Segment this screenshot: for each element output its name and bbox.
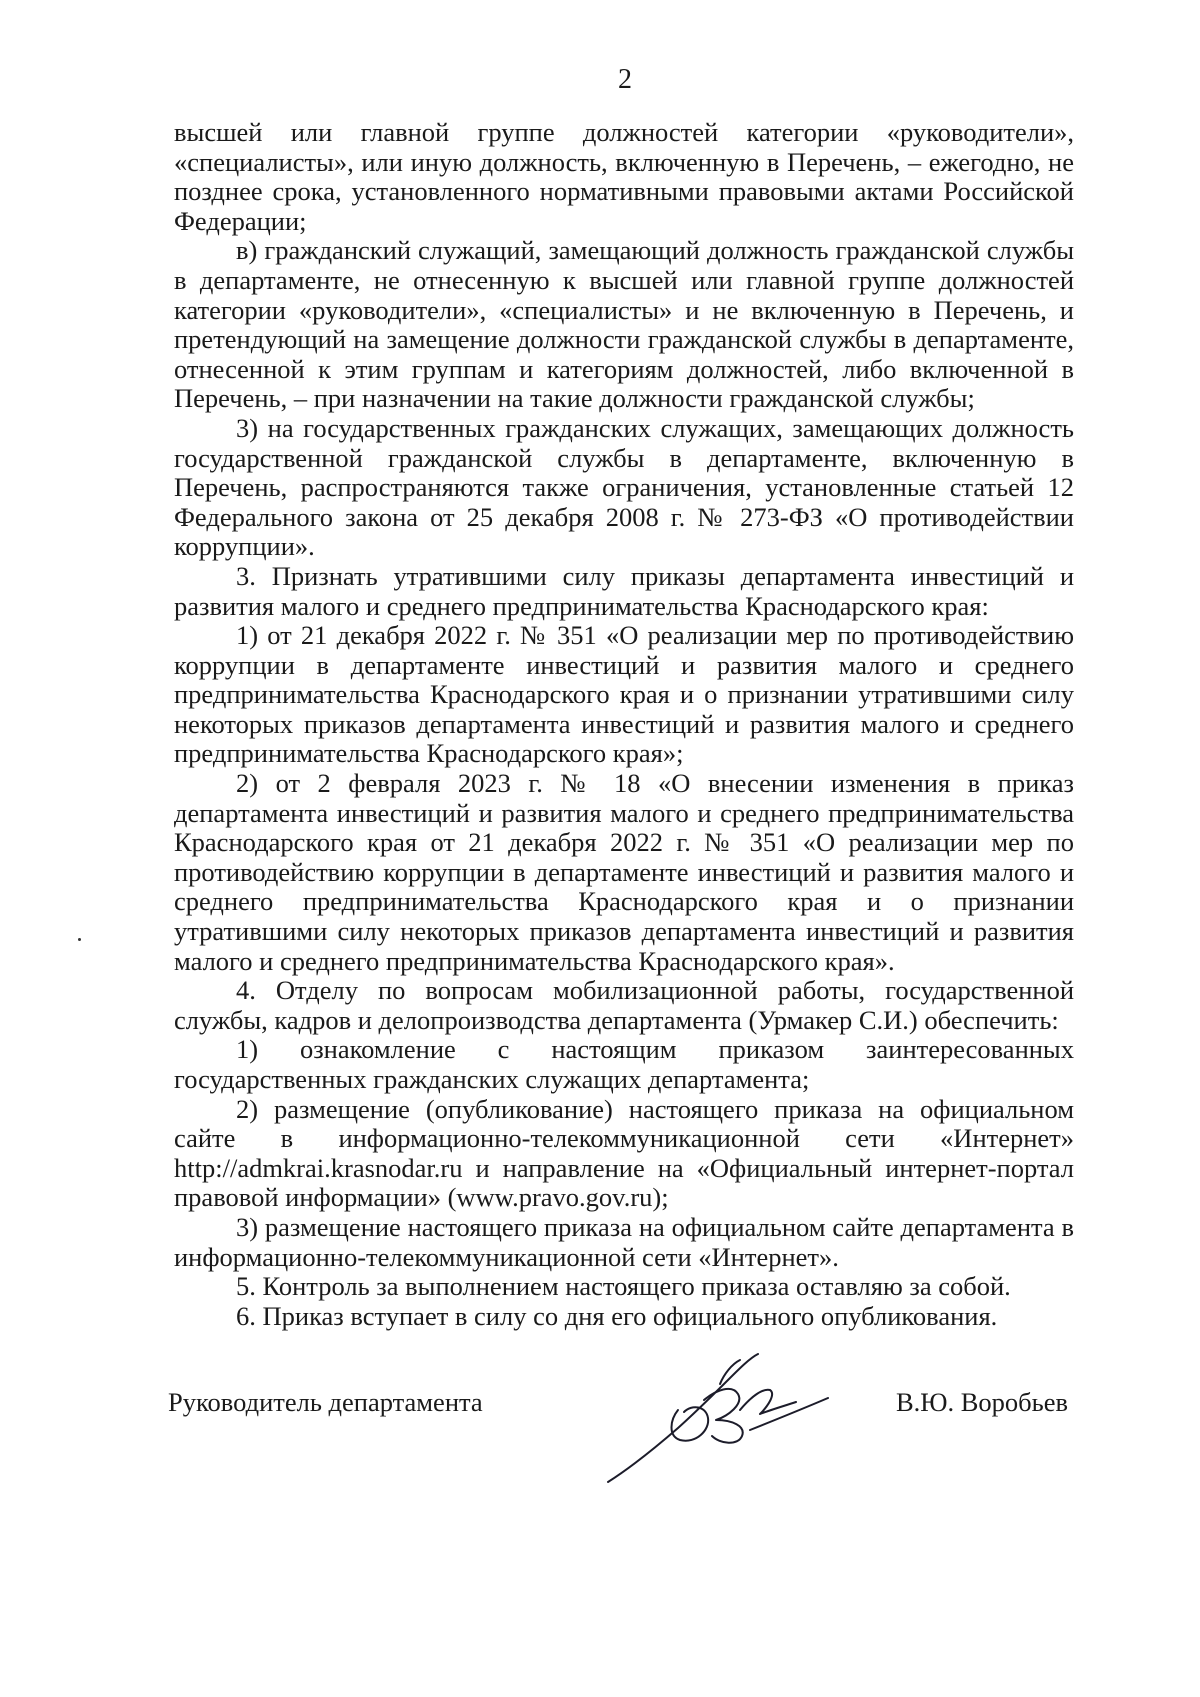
paragraph-clause-4-item-1: 1) ознакомление с настоящим приказом заинтересованных государственных гражданских служащих департамента; [174, 1034, 1074, 1094]
paragraph-clause-3: 3. Признать утратившими силу приказы департамента инвестиций и развития малого и среднего предпринимательства Краснодарского края: [174, 560, 1074, 621]
paragraph-clause-4-item-2: 2) размещение (опубликование) настоящего приказа на официальном сайте в информационно-телекоммуникационной сети «Интернет» http://admkrai.krasnodar.ru и направление на «Официальный интернет-портал правовой информации» (www.pravo.gov.ru); [174, 1093, 1074, 1213]
paragraph-continuation: высшей или главной группе должностей категории «руководители», «специалисты», или иную должность, включенную в Перечень, – ежегодно, не позднее срока, установленного нормативными правовыми актами Российской Федерации; [174, 117, 1074, 236]
paragraph-clause-4-item-3: 3) размещение настоящего приказа на официальном сайте департамента в информационно-телекоммуникационной сети «Интернет». [174, 1211, 1074, 1272]
page-number: 2 [618, 64, 632, 95]
scan-speck [78, 938, 81, 941]
paragraph-clause-3-item-1: 1) от 21 декабря 2022 г. № 351 «О реализации мер по противодействию коррупции в департаменте инвестиций и развития малого и среднего предпринимательства Краснодарского края и о признании утратившими силу некоторых приказов департамента инвестиций и развития малого и среднего предпринимательства Краснодарского края»; [174, 620, 1074, 769]
signer-title: Руководитель департамента [168, 1387, 483, 1417]
paragraph-clause-6: 6. Приказ вступает в силу со дня его официального опубликования. [236, 1300, 998, 1331]
document-body [174, 118, 1074, 1331]
handwritten-signature [600, 1340, 840, 1490]
paragraph-clause-3-item-2: 2) от 2 февраля 2023 г. № 18 «О внесении изменения в приказ департамента инвестиций и развития малого и среднего предпринимательства Краснодарского края от 21 декабря 2022 г. № 351 «О реализации мер по противодействию коррупции в департаменте инвестиций и развития малого и среднего предпринимательства Краснодарского края и о признании утратившими силу некоторых приказов департамента инвестиций и развития малого и среднего предпринимательства Краснодарского края». [174, 768, 1074, 976]
paragraph-clause-5: 5. Контроль за выполнением настоящего приказа оставляю за собой. [236, 1271, 1011, 1302]
paragraph-item-v: в) гражданский служащий, замещающий должность гражданской службы в департаменте, не отнесенную к высшей или главной группе должностей категории «руководители», «специалисты» и не включенную в Перечень, и претендующий на замещение должности гражданской службы в департаменте, отнесенной к этим группам и категориям должностей, либо включенной в Перечень, – при назначении на такие должности гражданской службы; [174, 235, 1074, 414]
paragraph-item-3-restrictions: 3) на государственных гражданских служащих, замещающих должность государственной гражданской службы в департаменте, включенную в Перечень, распространяются также ограничения, установленные статьей 12 Федерального закона от 25 декабря 2008 г. № 273-ФЗ «О противодействии коррупции». [174, 412, 1074, 562]
signer-name: В.Ю. Воробьев [895, 1387, 1068, 1417]
paragraph-clause-4: 4. Отделу по вопросам мобилизационной работы, государственной службы, кадров и делопроизводства департамента (Урмакер С.И.) обеспечить: [174, 975, 1074, 1035]
